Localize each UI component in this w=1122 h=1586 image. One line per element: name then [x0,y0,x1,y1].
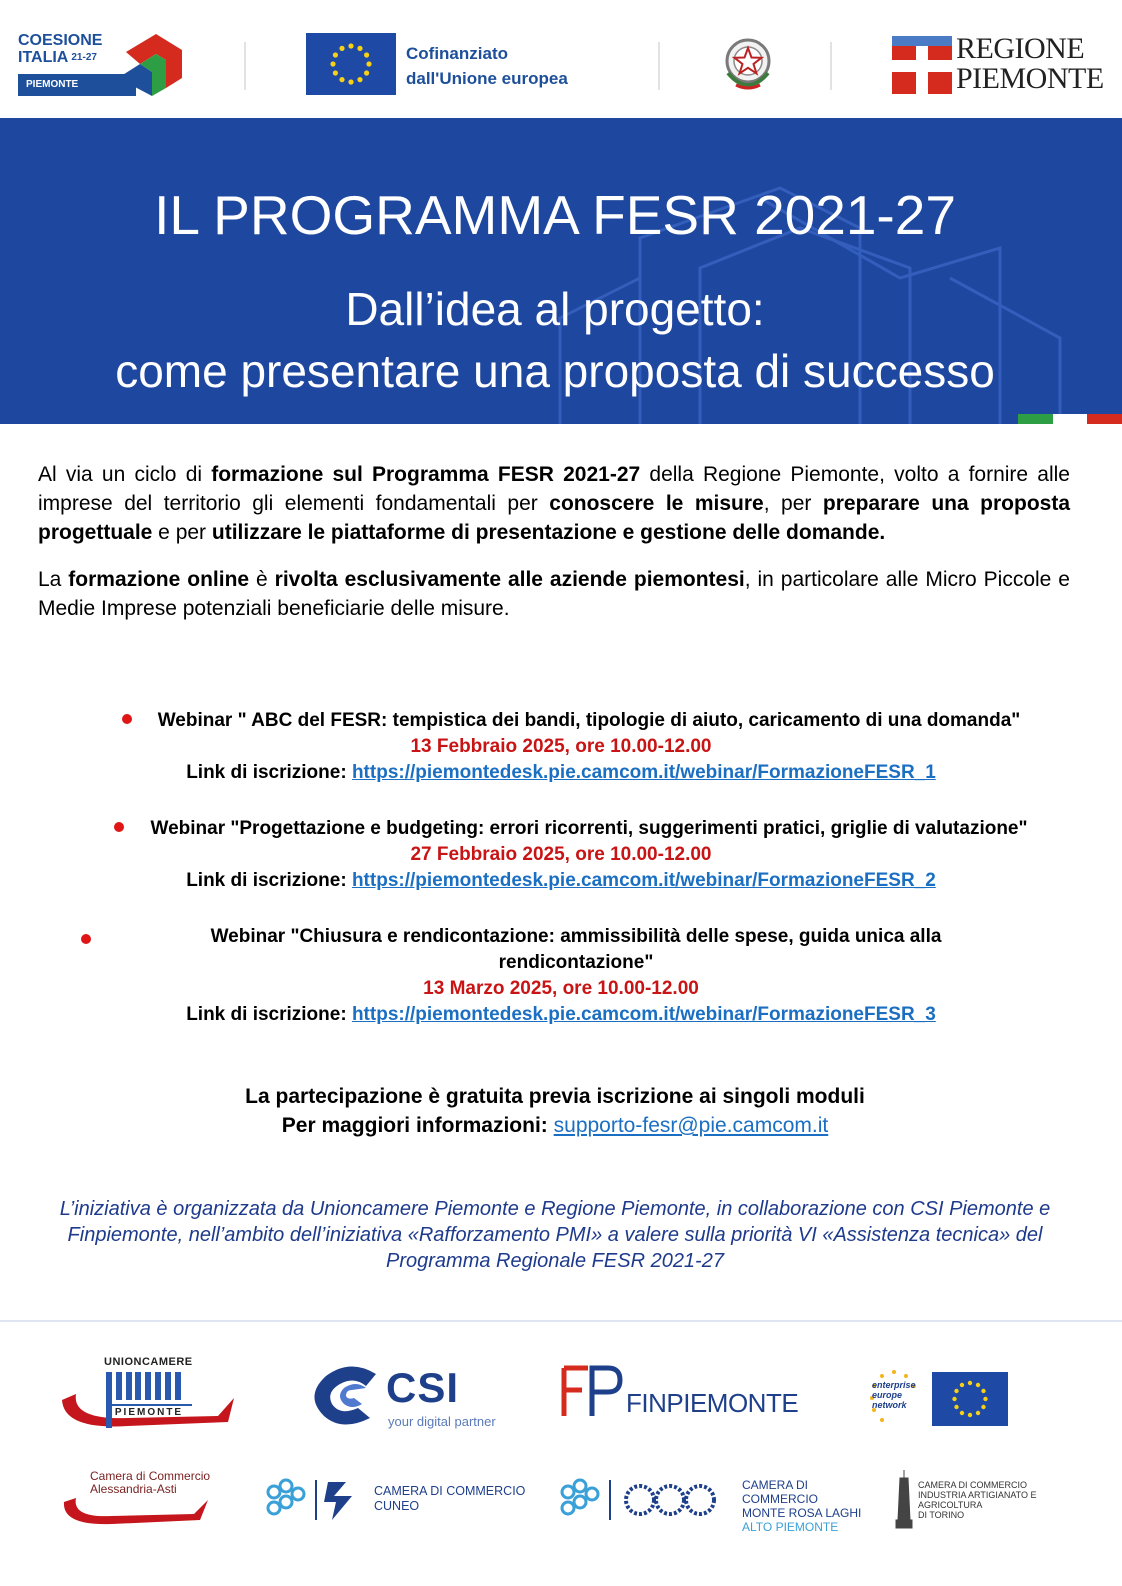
een-line2: europe [872,1390,903,1400]
participation-info [0,1082,1110,1140]
cc-torino-logo [892,1470,1092,1530]
cc-alessandria-line2: Alessandria-Asti [90,1482,177,1496]
webinar-title: Webinar "Chiusura e rendicontazione: ammissibilità delle spese, guida unica alla rendicontazione" [210,926,942,973]
coesione-region: PIEMONTE [18,74,136,96]
eu-line2: dall'Unione europea [406,69,568,88]
een-line3: network [872,1400,907,1410]
intro-emphasis: utilizzare le piattaforme di presentazione e gestione delle domande. [211,521,886,544]
cc-cuneo-symbol-icon [262,1472,370,1528]
webinar-link-label: Link di iscrizione: [186,762,347,783]
webinar-registration-link[interactable]: https://piemontedesk.pie.camcom.it/webinar/FormazioneFESR_1 [351,762,936,783]
coesione-line2: ITALIA [18,49,69,66]
eu-line1: Cofinanziato [406,44,508,63]
cc-monte-rosa-logo [556,1472,886,1534]
unioncamere-region: PIEMONTE [106,1404,192,1418]
intro-text-run: La [38,568,69,591]
italian-republic-emblem-icon [720,33,776,95]
cc-monte-rosa-symbol-icon [556,1472,736,1528]
coesione-line1: COESIONE [18,32,103,49]
cc-torino-line2: INDUSTRIA ARTIGIANATO E AGRICOLTURA [918,1490,1037,1510]
een-wordmark [872,1380,916,1410]
eu-flag-small-icon [932,1372,1008,1426]
cc-cuneo-line1: CAMERA DI COMMERCIO [374,1484,526,1498]
regione-line1: REGIONE [956,32,1085,65]
webinar-list [0,708,1122,1028]
subtitle-line2: come presentare una proposta di successo [115,345,995,397]
header-divider [244,42,246,90]
webinar-title: Webinar " ABC del FESR: tempistica dei bandi, tipologie di aiuto, caricamento di una domanda" [157,710,1021,731]
webinar-registration-link[interactable]: https://piemontedesk.pie.camcom.it/webinar/FormazioneFESR_2 [351,870,936,891]
finpiemonte-logo [560,1364,810,1424]
cc-cuneo-logo [262,1472,542,1528]
intro-text [38,460,1070,623]
unioncamere-bars-icon [106,1372,192,1400]
header-logo-bar [0,0,1122,118]
info-label: Per maggiori informazioni: [281,1114,548,1137]
participation-note: La partecipazione è gratuita previa iscrizione ai singoli moduli [245,1085,865,1108]
coesione-arrow-icon [116,32,184,98]
cc-torino-line3: DI TORINO [918,1510,965,1520]
coesione-years: 21-27 [71,52,97,63]
bullet-icon [81,934,91,944]
cc-torino-line1: CAMERA DI COMMERCIO [918,1480,1028,1490]
cc-torino-name [918,1480,1092,1520]
support-email-link[interactable]: supporto-fesr@pie.camcom.it [553,1114,829,1137]
webinar-date: 13 Marzo 2025, ore 10.00-12.00 [423,978,699,999]
italian-flag-stripe [1018,414,1122,424]
een-line1: enterprise [872,1380,916,1390]
cc-monte-rosa-line1: CAMERA DI COMMERCIO [742,1478,818,1506]
cc-monte-rosa-name [742,1478,886,1534]
intro-emphasis: preparare una proposta progettuale [38,492,1070,544]
header-divider [830,42,832,90]
hero-banner [0,118,1122,424]
intro-emphasis: formazione online [68,568,250,591]
intro-text-run: Al via un ciclo di [38,463,212,486]
webinar-link-label: Link di iscrizione: [186,1004,347,1025]
webinar-registration-link[interactable]: https://piemontedesk.pie.camcom.it/webinar/FormazioneFESR_3 [351,1004,936,1025]
webinar-item [0,924,1122,1028]
cc-monte-rosa-line2: MONTE ROSA LAGHI [742,1506,862,1520]
csi-tagline: your digital partner [388,1414,496,1429]
finpiemonte-name: FINPIEMONTE [626,1388,799,1418]
cc-cuneo-line2: CUNEO [374,1499,420,1513]
footer-divider [0,1320,1122,1322]
mole-antonelliana-icon [892,1470,916,1530]
cc-alessandria-name [90,1470,210,1496]
finpiemonte-fp-icon [560,1364,624,1420]
intro-text-run: è [249,568,275,591]
bullet-icon [122,714,132,724]
intro-text-run: , per [763,492,823,515]
intro-paragraph-2 [38,565,1070,623]
organizers-note: L’iniziativa è organizzata da Unioncamere Piemonte e Regione Piemonte, in collaborazione con CSI Piemonte e Finpiemonte, nell’ambito dell’iniziativa «Rafforzamento PMI» a valere sulla priorità VI «Assistenza tecnica» del Programma Regionale FESR 2021-27 [59,1198,1051,1272]
csi-swirl-icon [310,1364,382,1428]
cc-alessandria-line1: Camera di Commercio [90,1469,211,1483]
coesione-italia-logo [18,30,188,102]
page-subtitle [0,278,1110,402]
webinar-title: Webinar "Progettazione e budgeting: errori ricorrenti, suggerimenti pratici, griglie di valutazione" [150,818,1028,839]
cc-cuneo-name [374,1484,525,1514]
unioncamere-piemonte-logo [58,1356,238,1434]
enterprise-europe-network-logo [862,1368,1012,1430]
webinar-link-label: Link di iscrizione: [186,870,347,891]
cc-alessandria-asti-logo [62,1468,212,1528]
header-divider [658,42,660,90]
webinar-date: 27 Febbraio 2025, ore 10.00-12.00 [410,844,712,865]
webinar-item [0,816,1122,894]
subtitle-line1: Dall’idea al progetto: [345,283,765,335]
regione-piemonte-wordmark [956,34,1104,94]
webinar-date: 13 Febbraio 2025, ore 10.00-12.00 [410,736,712,757]
webinar-item [0,708,1122,786]
intro-paragraph-1 [38,460,1070,547]
intro-emphasis: rivolta esclusivamente alle aziende piemontesi [274,568,745,591]
cc-monte-rosa-line3: ALTO PIEMONTE [742,1520,839,1534]
regione-line2: PIEMONTE [956,62,1104,95]
regione-piemonte-flag-icon [892,36,952,94]
intro-text-run: della Regione Piemonte, volto a fornire alle imprese del territorio gli elementi fondamentali per [38,463,1070,515]
unioncamere-name: UNIONCAMERE [104,1356,193,1368]
eu-cofinanced-text [406,41,568,91]
intro-emphasis: formazione sul Programma FESR 2021-27 [211,463,641,486]
intro-text-run: , in particolare alle Micro Piccole e Medie Imprese potenziali beneficiarie delle misure. [38,568,1070,620]
intro-emphasis: conoscere le misure [549,492,764,515]
eu-flag-icon [306,33,396,95]
bullet-icon [114,822,124,832]
intro-text-run: e per [152,521,212,544]
page-title: IL PROGRAMMA FESR 2021-27 [154,184,956,246]
csi-piemonte-logo [310,1360,520,1434]
csi-name: CSI [386,1364,460,1411]
